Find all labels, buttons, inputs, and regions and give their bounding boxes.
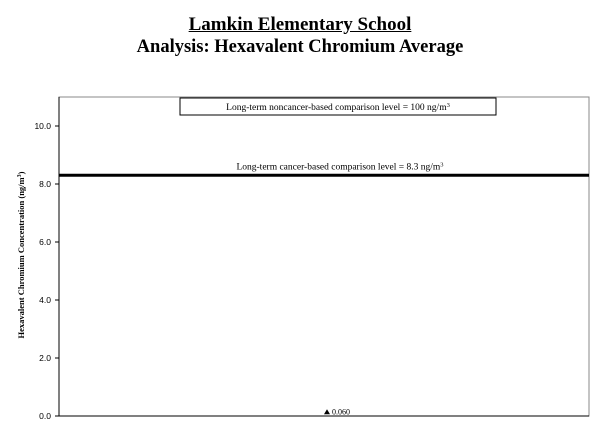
cancer-comparison-label: Long-term cancer-based comparison level = 8.3 $ng/m^3$ — [236, 160, 444, 173]
y-axis-label: Hexavalent Chromium Concentration $(ng/m^3)$ — [16, 171, 26, 339]
chart-subtitle: Analysis: Hexavalent Chromium Average — [136, 37, 464, 57]
noncancer-comparison-box — [180, 98, 496, 115]
y-tick-label: 8.0 — [39, 179, 51, 189]
y-tick-label: 4.0 — [39, 295, 51, 305]
y-tick-label: 6.0 — [39, 237, 51, 247]
y-tick-label: 0.0 — [39, 411, 51, 421]
y-tick-group — [34, 121, 59, 421]
y-tick-label: 2.0 — [39, 353, 51, 363]
data-label: 0.060 — [332, 407, 350, 417]
y-tick-label: 10.0 — [34, 121, 51, 131]
chart-title: Lamkin Elementary School — [188, 14, 412, 35]
plot-area — [59, 97, 589, 416]
noncancer-comparison-label: Long-term noncancer-based comparison level = 100 $ng/m^3$ — [226, 101, 450, 113]
